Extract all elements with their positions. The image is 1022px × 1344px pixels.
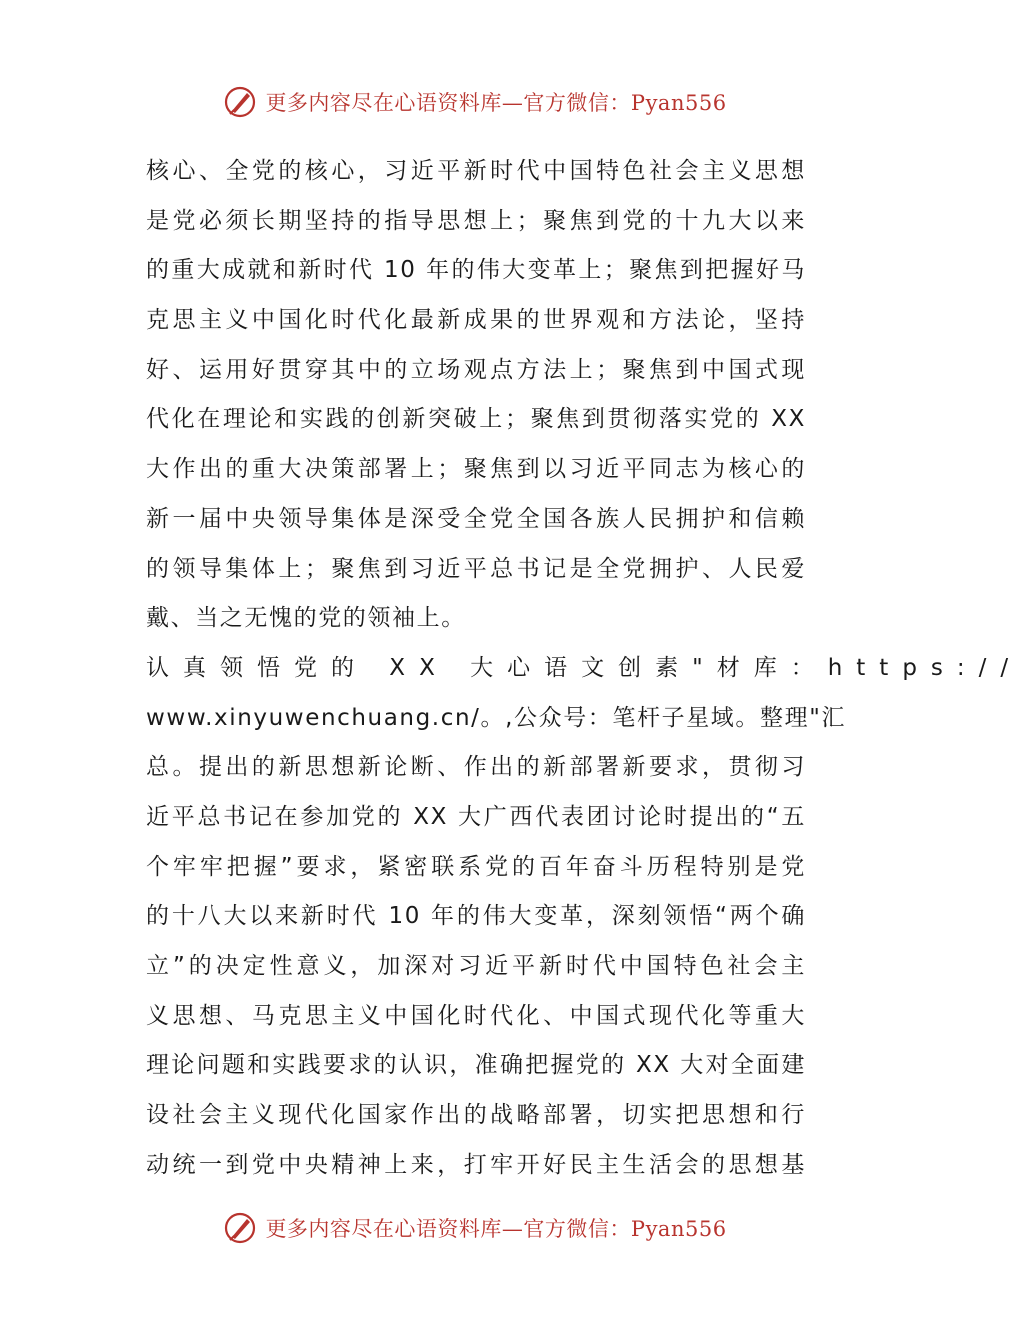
header-banner xyxy=(0,82,950,122)
text-line: 好、运用好贯穿其中的立场观点方法上；聚焦到中国式现 xyxy=(146,356,806,383)
text-line: 代化在理论和实践的创新突破上；聚焦到贯彻落实党的 XX xyxy=(146,406,806,433)
text-line: www.xinyuwenchuang.cn/。,公众号：笔杆子星域。整理"汇 xyxy=(146,704,846,731)
text-line: 个牢牢把握”要求，紧密联系党的百年奋斗历程特别是党 xyxy=(146,853,806,880)
header-banner-text: 更多内容尽在心语资料库—官方微信：Pyan556 xyxy=(265,91,727,115)
text-line: 核心、全党的核心，习近平新时代中国特色社会主义思想 xyxy=(146,158,806,184)
text-line: 设社会主义现代化国家作出的战略部署，切实把思想和行 xyxy=(146,1102,806,1129)
text-line: 理论问题和实践要求的认识，准确把握党的 XX 大对全面建 xyxy=(146,1052,806,1079)
text-line: 动统一到党中央精神上来，打牢开好民主生活会的思想基 xyxy=(146,1151,806,1178)
quill-logo-icon xyxy=(223,85,257,119)
text-line: 立”的决定性意义，加深对习近平新时代中国特色社会主 xyxy=(146,953,806,979)
text-line: 认真领悟党的 XX 大心语文创素"材库：https:// xyxy=(146,654,1022,681)
text-line: 总。提出的新思想新论断、作出的新部署新要求，贯彻习 xyxy=(146,754,806,781)
text-line: 近平总书记在参加党的 XX 大广西代表团讨论时提出的“五 xyxy=(146,803,806,830)
text-line: 大作出的重大决策部署上；聚焦到以习近平同志为核心的 xyxy=(146,456,806,483)
text-line: 新一届中央领导集体是深受全党全国各族人民拥护和信赖 xyxy=(146,505,806,532)
text-line: 是党必须长期坚持的指导思想上；聚焦到党的十九大以来 xyxy=(146,207,806,234)
text-line: 义思想、马克思主义中国化时代化、中国式现代化等重大 xyxy=(146,1002,806,1029)
text-line: 的重大成就和新时代 10 年的伟大变革上；聚焦到把握好马 xyxy=(146,257,806,284)
footer-banner-text: 更多内容尽在心语资料库—官方微信：Pyan556 xyxy=(265,1217,727,1241)
text-line: 的领导集体上；聚焦到习近平总书记是全党拥护、人民爱 xyxy=(146,555,806,582)
text-line: 克思主义中国化时代化最新成果的世界观和方法论，坚持 xyxy=(146,307,806,334)
document-body xyxy=(146,147,1022,1190)
text-line: 的十八大以来新时代 10 年的伟大变革，深刻领悟“两个确 xyxy=(146,903,806,930)
text-line: 戴、当之无愧的党的领袖上。 xyxy=(146,605,466,632)
footer-banner xyxy=(0,1208,950,1248)
quill-logo-icon xyxy=(223,1211,257,1245)
